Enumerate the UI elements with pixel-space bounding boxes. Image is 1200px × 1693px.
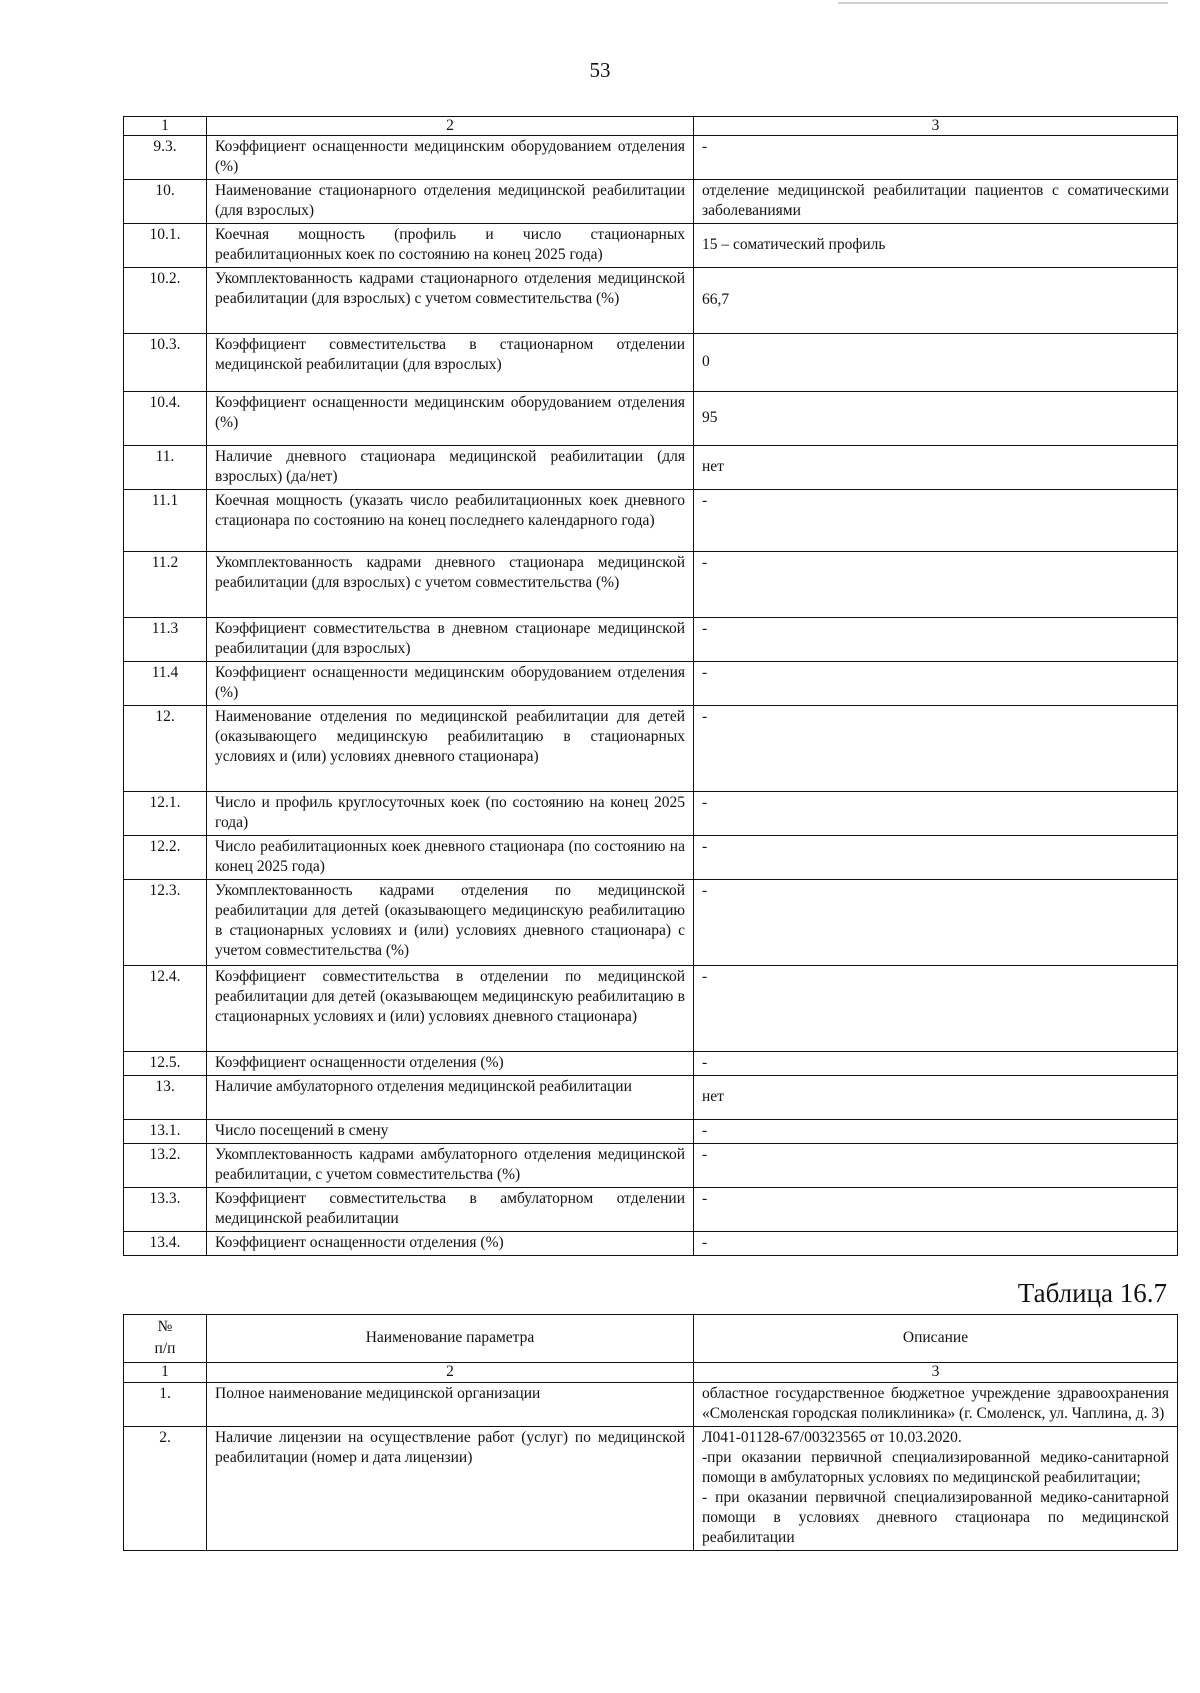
row-value: - [694, 618, 1178, 662]
head-number: № п/п [124, 1315, 207, 1363]
row-parameter: Коэффициент совместительства в отделении по медицинской реабилитации для детей (оказывающем медицинскую реабилитацию в стационарных условиях и (или) условиях дневного стационара) [207, 966, 694, 1052]
table-row [124, 1383, 1178, 1427]
table-row [124, 136, 1178, 180]
row-value: - [694, 880, 1178, 966]
row-number: 11.4 [124, 662, 207, 706]
row-parameter: Наличие лицензии на осуществление работ (услуг) по медицинской реабилитации (номер и дата лицензии) [207, 1427, 694, 1551]
row-value: - [694, 490, 1178, 552]
table-row [124, 552, 1178, 618]
row-parameter: Укомплектованность кадрами отделения по медицинской реабилитации для детей (оказывающего медицинскую реабилитацию в стационарных условиях и (или) условиях дневного стационара) с учетом совместительства (%) [207, 880, 694, 966]
row-number: 2. [124, 1427, 207, 1551]
row-number: 12. [124, 706, 207, 792]
row-number: 11.1 [124, 490, 207, 552]
row-parameter: Число посещений в смену [207, 1120, 694, 1144]
row-number: 10.2. [124, 268, 207, 334]
row-parameter: Наличие амбулаторного отделения медицинской реабилитации [207, 1076, 694, 1120]
row-value: нет [694, 446, 1178, 490]
column-number-3: 3 [694, 117, 1178, 136]
table-row [124, 1076, 1178, 1120]
row-value: - [694, 1052, 1178, 1076]
row-number: 11.2 [124, 552, 207, 618]
row-parameter: Полное наименование медицинской организации [207, 1383, 694, 1427]
top-edge-line [838, 2, 1168, 4]
row-parameter: Коечная мощность (указать число реабилитационных коек дневного стационара по состоянию на конец последнего календарного года) [207, 490, 694, 552]
row-parameter: Коэффициент оснащенности отделения (%) [207, 1052, 694, 1076]
row-parameter: Наименование стационарного отделения медицинской реабилитации (для взрослых) [207, 180, 694, 224]
table-row [124, 1427, 1178, 1551]
row-parameter: Укомплектованность кадрами стационарного отделения медицинской реабилитации (для взрослых) с учетом совместительства (%) [207, 268, 694, 334]
row-value: - [694, 1232, 1178, 1256]
column-number-2: 2 [207, 117, 694, 136]
row-parameter: Укомплектованность кадрами амбулаторного отделения медицинской реабилитации, с учетом совместительства (%) [207, 1144, 694, 1188]
row-value: 0 [694, 334, 1178, 392]
table-16-7-body [124, 1315, 1178, 1551]
table-row [124, 1052, 1178, 1076]
row-parameter: Число и профиль круглосуточных коек (по состоянию на конец 2025 года) [207, 792, 694, 836]
row-value: - [694, 662, 1178, 706]
column-number-1: 1 [124, 1363, 207, 1383]
row-value: - [694, 836, 1178, 880]
row-description [694, 1383, 1178, 1427]
row-parameter: Коечная мощность (профиль и число стационарных реабилитационных коек по состоянию на конец 2025 года) [207, 224, 694, 268]
row-value: - [694, 792, 1178, 836]
row-number: 12.3. [124, 880, 207, 966]
head-parameter: Наименование параметра [207, 1315, 694, 1363]
row-number: 12.4. [124, 966, 207, 1052]
row-number: 10.1. [124, 224, 207, 268]
table-16-7 [123, 1314, 1178, 1551]
row-value: нет [694, 1076, 1178, 1120]
row-value: - [694, 1188, 1178, 1232]
table-continuation [123, 116, 1178, 1256]
row-number: 12.1. [124, 792, 207, 836]
table-row [124, 334, 1178, 392]
table-row [124, 618, 1178, 662]
table-row [124, 792, 1178, 836]
column-number-3: 3 [694, 1363, 1178, 1383]
table-row [124, 224, 1178, 268]
row-value: отделение медицинской реабилитации пациентов с соматическими заболеваниями [694, 180, 1178, 224]
table-row [124, 880, 1178, 966]
row-parameter: Наличие дневного стационара медицинской реабилитации (для взрослых) (да/нет) [207, 446, 694, 490]
row-value: 66,7 [694, 268, 1178, 334]
table-caption: Таблица 16.7 [1017, 1278, 1167, 1308]
row-parameter: Коэффициент совместительства в стационарном отделении медицинской реабилитации (для взрослых) [207, 334, 694, 392]
description-line: - при оказании первичной специализированной медико-санитарной помощи в условиях дневного стационара по медицинской реабилитации [702, 1489, 1169, 1546]
row-value: - [694, 136, 1178, 180]
row-value: - [694, 552, 1178, 618]
row-parameter: Коэффициент совместительства в амбулаторном отделении медицинской реабилитации [207, 1188, 694, 1232]
column-number-2: 2 [207, 1363, 694, 1383]
row-number: 10. [124, 180, 207, 224]
row-parameter: Число реабилитационных коек дневного стационара (по состоянию на конец 2025 года) [207, 836, 694, 880]
row-number: 13. [124, 1076, 207, 1120]
description-line: -при оказании первичной специализированной медико-санитарной помощи в амбулаторных условиях по медицинской реабилитации; [702, 1449, 1169, 1486]
table-row [124, 268, 1178, 334]
row-number: 13.1. [124, 1120, 207, 1144]
row-value: - [694, 1120, 1178, 1144]
table-row [124, 706, 1178, 792]
row-value: 15 – соматический профиль [694, 224, 1178, 268]
head-description: Описание [694, 1315, 1178, 1363]
table-row [124, 1232, 1178, 1256]
column-number-1: 1 [124, 117, 207, 136]
row-number: 13.3. [124, 1188, 207, 1232]
row-description [694, 1427, 1178, 1551]
table-head-row [124, 1315, 1178, 1363]
row-number: 10.4. [124, 392, 207, 446]
page-number: 53 [589, 58, 611, 82]
row-parameter: Коэффициент совместительства в дневном стационаре медицинской реабилитации (для взрослых) [207, 618, 694, 662]
row-number: 12.2. [124, 836, 207, 880]
table-row [124, 662, 1178, 706]
row-parameter: Коэффициент оснащенности медицинским оборудованием отделения (%) [207, 136, 694, 180]
row-number: 11. [124, 446, 207, 490]
row-number: 13.2. [124, 1144, 207, 1188]
row-number: 10.3. [124, 334, 207, 392]
description-line: областное государственное бюджетное учреждение здравоохранения «Смоленская городская поликлиника» (г. Смоленск, ул. Чаплина, д. 3) [702, 1385, 1169, 1422]
table-row [124, 446, 1178, 490]
row-value: - [694, 966, 1178, 1052]
row-parameter: Коэффициент оснащенности отделения (%) [207, 1232, 694, 1256]
row-value: 95 [694, 392, 1178, 446]
row-number: 13.4. [124, 1232, 207, 1256]
description-line: Л041-01128-67/00323565 от 10.03.2020. [702, 1429, 962, 1446]
table-row [124, 836, 1178, 880]
row-number: 12.5. [124, 1052, 207, 1076]
table-row [124, 1120, 1178, 1144]
table-row [124, 180, 1178, 224]
column-number-row [124, 1363, 1178, 1383]
row-value: - [694, 1144, 1178, 1188]
table-row [124, 490, 1178, 552]
table-row [124, 1144, 1178, 1188]
table-row [124, 966, 1178, 1052]
column-number-row [124, 117, 1178, 136]
table-row [124, 1188, 1178, 1232]
row-number: 1. [124, 1383, 207, 1427]
row-parameter: Наименование отделения по медицинской реабилитации для детей (оказывающего медицинскую реабилитацию в стационарных условиях и (или) условиях дневного стационара) [207, 706, 694, 792]
row-number: 9.3. [124, 136, 207, 180]
row-parameter: Коэффициент оснащенности медицинским оборудованием отделения (%) [207, 392, 694, 446]
table-row [124, 392, 1178, 446]
row-value: - [694, 706, 1178, 792]
row-parameter: Коэффициент оснащенности медицинским оборудованием отделения (%) [207, 662, 694, 706]
row-number: 11.3 [124, 618, 207, 662]
table-continuation-body [124, 117, 1178, 1256]
row-parameter: Укомплектованность кадрами дневного стационара медицинской реабилитации (для взрослых) с учетом совместительства (%) [207, 552, 694, 618]
